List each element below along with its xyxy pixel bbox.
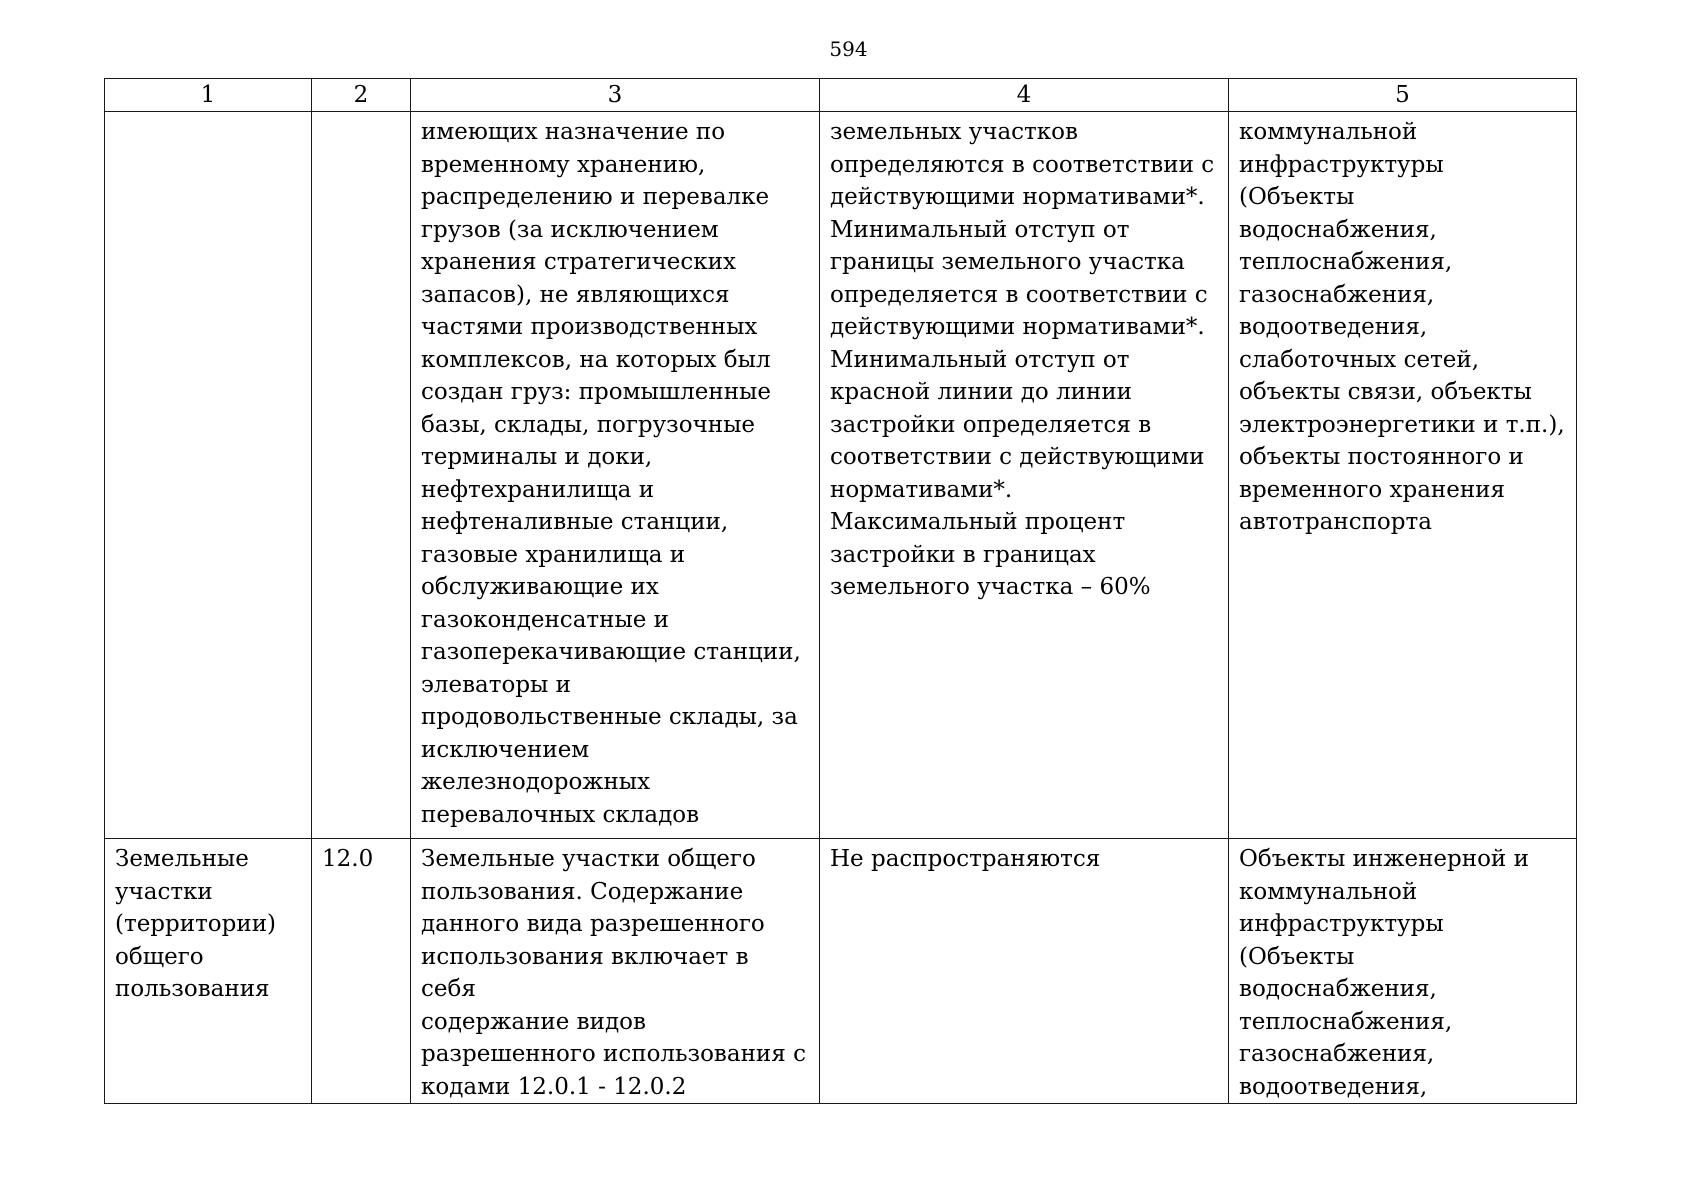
column-header-3: 3: [411, 79, 820, 112]
cell-text: коммунальной инфраструктуры (Объекты водоснабжения, теплоснабжения, газоснабжения, водоотведения, слаботочных сетей, объекты связи, объекты электроэнергетики и т.п.), объекты постоянного и временного хранения автотранспорта: [1239, 119, 1565, 535]
column-header-2: 2: [312, 79, 411, 112]
cell-text: Не распространяются: [830, 846, 1101, 872]
table-cell: [820, 112, 1229, 839]
table-cell: [411, 839, 820, 1104]
cell-text: земельных участков определяются в соответствии с действующими нормативами*. Минимальный отступ от границы земельного участка определяется в соответствии с действующими нормативами*. Минимальный отступ от красной линии до линии застройки определяется в соответствии с действующими нормативами*. Максимальный процент застройки в границах земельного участка – 60%: [830, 119, 1215, 600]
page-number: 594: [829, 37, 868, 61]
cell-text: Объекты инженерной и коммунальной инфраструктуры (Объекты водоснабжения, теплоснабжения, газоснабжения, водоотведения,: [1239, 846, 1529, 1100]
table-cell: [312, 839, 411, 1104]
table-cell: [312, 112, 411, 839]
column-header-5: 5: [1229, 79, 1577, 112]
table-cell: [105, 112, 312, 839]
cell-text: имеющих назначение по временному хранению, распределению и перевалке грузов (за исключением хранения стратегических запасов), не являющихся частями производственных комплексов, на которых был создан груз: промышленные базы, склады, погрузочные терминалы и доки, нефтехранилища и нефтеналивные станции, газовые хранилища и обслуживающие их газоконденсатные и газоперекачивающие станции, элеваторы и продовольственные склады, за исключением железнодорожных перевалочных складов: [421, 119, 801, 828]
table-cell: [1229, 112, 1577, 839]
column-header-4: 4: [820, 79, 1229, 112]
cell-text: 12.0: [322, 846, 374, 872]
column-header-1: 1: [105, 79, 312, 112]
table-cell: [105, 839, 312, 1104]
table-row: [105, 839, 1577, 1104]
table-row: [105, 112, 1577, 839]
table-header-row: [105, 79, 1577, 112]
table-cell: [1229, 839, 1577, 1104]
zoning-table: [104, 78, 1577, 1104]
cell-text: Земельные участки (территории) общего пользования: [115, 846, 277, 1002]
table-cell: [411, 112, 820, 839]
table-cell: [820, 839, 1229, 1104]
cell-text: Земельные участки общего пользования. Содержание данного вида разрешенного использования включает в себя содержание видов разрешенного использования с кодами 12.0.1 - 12.0.2: [421, 846, 806, 1100]
